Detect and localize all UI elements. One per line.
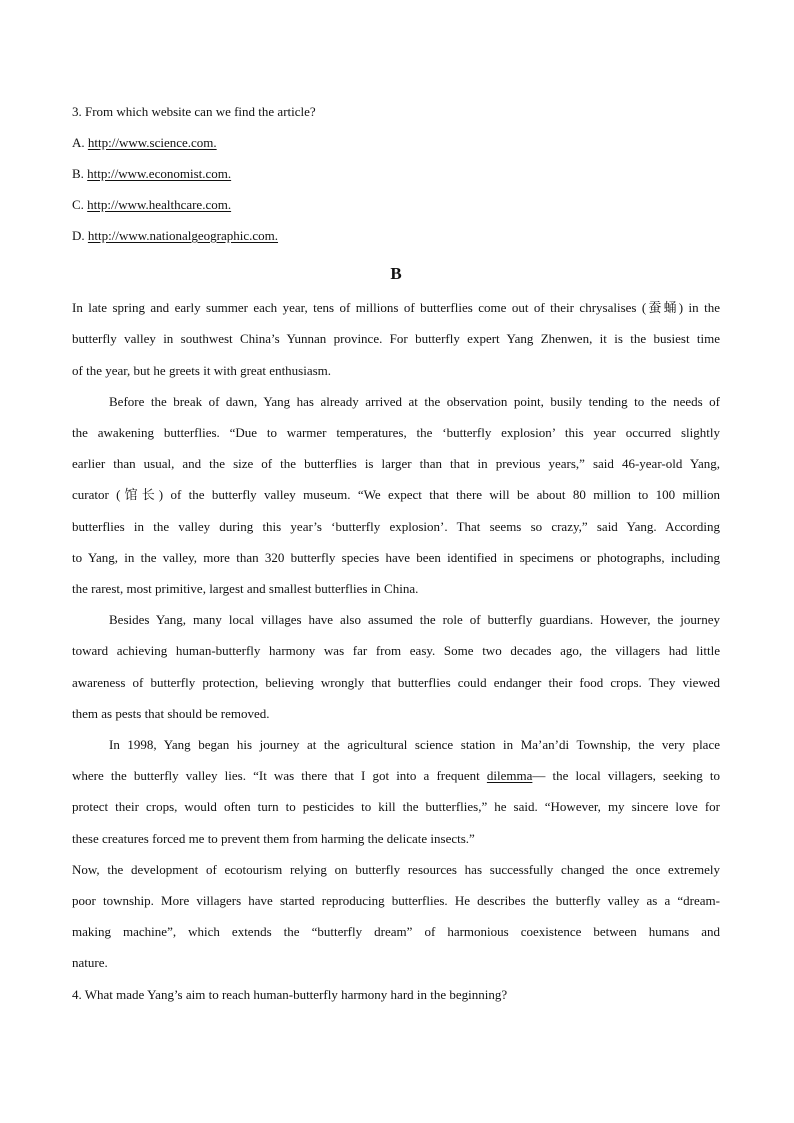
passage-heading: B [390, 264, 402, 283]
passage-line: to Yang, in the valley, more than 320 butterfly species have been identified in specimens or photographs, including [72, 550, 720, 565]
option-letter: C. [72, 197, 84, 212]
option-link[interactable]: http://www.nationalgeographic.com. [87, 228, 279, 243]
passage-line [72, 767, 720, 785]
passage-line: earlier than usual, and the size of the butterflies is larger than that in previous years,” said 46-year-old Yang, [72, 456, 720, 471]
underlined-word: dilemma [486, 768, 533, 783]
option-letter: A. [72, 135, 85, 150]
question-4-stem: 4. What made Yang’s aim to reach human-butterfly harmony hard in the beginning? [72, 987, 508, 1002]
passage-line: the awakening butterflies. “Due to warmer temperatures, the ‘butterfly explosion’ this year occurred slightly [72, 425, 720, 440]
passage-line: curator (馆长) of the butterfly valley museum. “We expect that there will be about 80 million to 100 million [72, 487, 720, 502]
question-3-stem: 3. From which website can we find the article? [72, 104, 316, 119]
option-letter: B. [72, 166, 84, 181]
passage-line: nature. [72, 955, 108, 970]
passage-line: poor township. More villagers have started reproducing butterflies. He describes the butterfly valley as a “dream- [72, 893, 720, 908]
passage-line: In 1998, Yang began his journey at the agricultural science station in Ma’an’di Township, the very place [109, 737, 720, 752]
option-c [72, 196, 720, 214]
option-b [72, 165, 720, 183]
option-link[interactable]: http://www.science.com. [87, 135, 217, 150]
option-a [72, 134, 720, 152]
passage-line: making machine”, which extends the “butterfly dream” of harmonious coexistence between humans and [72, 924, 720, 939]
passage-text: where the butterfly valley lies. “It was there that I got into a frequent [72, 768, 487, 783]
passage-text: — the local villagers, seeking to [532, 768, 721, 783]
passage-line: In late spring and early summer each year, tens of millions of butterflies come out of their chrysalises (蚕蛹) in the [72, 300, 720, 315]
passage-line: them as pests that should be removed. [72, 706, 270, 721]
option-link[interactable]: http://www.healthcare.com. [87, 197, 232, 212]
passage-line: butterfly valley in southwest China’s Yunnan province. For butterfly expert Yang Zhenwen, it is the busiest time [72, 331, 720, 346]
passage-line: Now, the development of ecotourism relying on butterfly resources has successfully changed the once extremely [72, 862, 720, 877]
passage-line: of the year, but he greets it with great enthusiasm. [72, 363, 332, 378]
passage-line: butterflies in the valley during this year’s ‘butterfly explosion’. That seems so crazy,” said Yang. According [72, 519, 720, 534]
passage-line: toward achieving human-butterfly harmony was far from easy. Some two decades ago, the villagers had little [72, 643, 720, 658]
passage-line: awareness of butterfly protection, believing wrongly that butterflies could endanger their food crops. They viewed [72, 675, 720, 690]
passage-line: protect their crops, would often turn to pesticides to kill the butterflies,” he said. “However, my sincere love for [72, 799, 720, 814]
passage-line: these creatures forced me to prevent them from harming the delicate insects.” [72, 831, 475, 846]
option-d [72, 227, 720, 245]
option-letter: D. [72, 228, 85, 243]
passage-line: Besides Yang, many local villages have also assumed the role of butterfly guardians. However, the journey [109, 612, 720, 627]
passage-line: the rarest, most primitive, largest and smallest butterflies in China. [72, 581, 419, 596]
passage-line: Before the break of dawn, Yang has already arrived at the observation point, busily tending to the needs of [109, 394, 720, 409]
option-link[interactable]: http://www.economist.com. [87, 166, 232, 181]
